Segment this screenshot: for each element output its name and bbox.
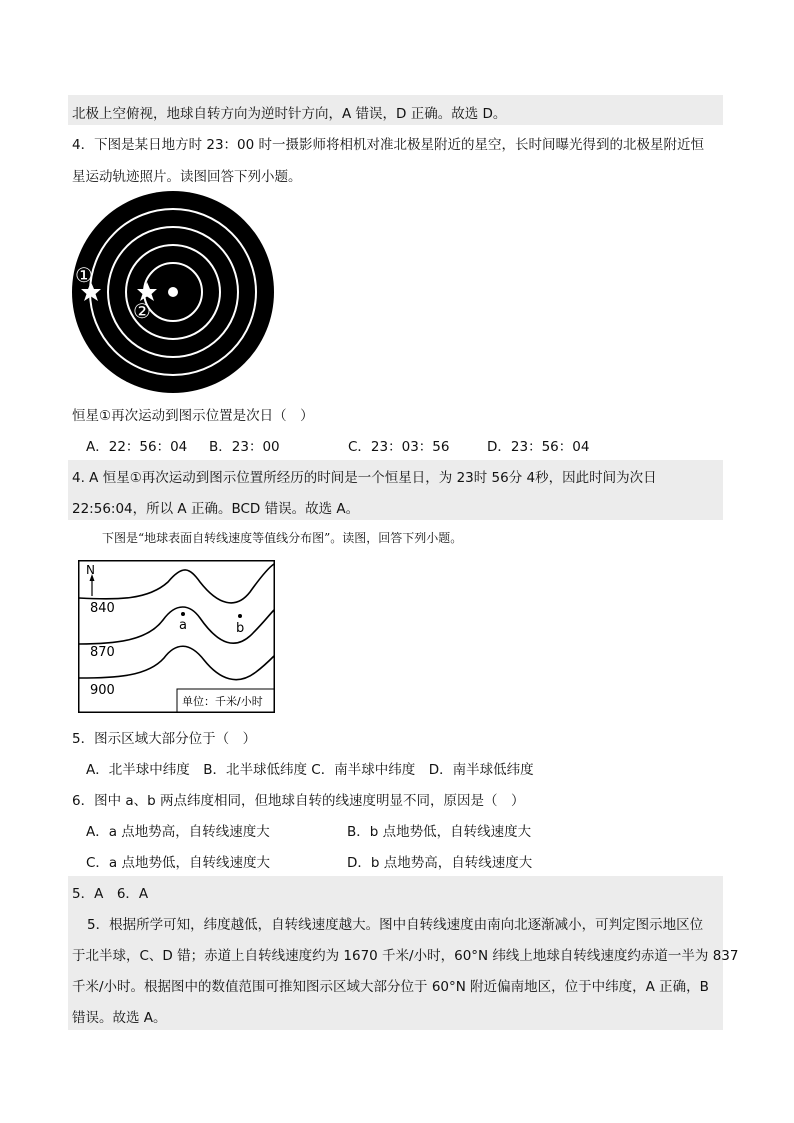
point-b-label: b <box>236 621 245 636</box>
point-b <box>238 614 242 618</box>
answer56-line0: 5．A 6．A <box>72 886 149 902</box>
q6-option-a: A．a 点地势高，自转线速度大 <box>86 824 270 840</box>
q6-option-d: D．b 点地势高，自转线速度大 <box>347 855 533 871</box>
iso-label-900: 900 <box>90 683 115 698</box>
q5-stem: 5．图示区域大部分位于（ ） <box>72 731 257 747</box>
answer-prev-text: 北极上空俯视，地球自转方向为逆时针方向，A 错误，D 正确。故选 D。 <box>72 106 507 122</box>
star-1-label: ① <box>75 263 93 287</box>
point-a-label: a <box>179 618 187 633</box>
q6-option-c: C．a 点地势低，自转线速度大 <box>86 855 270 871</box>
q5-options: A．北半球中纬度 B．北半球低纬度 C．南半球中纬度 D．南半球低纬度 <box>86 762 534 778</box>
q4-question: 恒星①再次运动到图示位置是次日（ ） <box>72 408 314 424</box>
q4-option-c: C．23：03：56 <box>348 439 450 455</box>
polaris-dot <box>168 287 178 297</box>
q4-option-a: A．22：56：04 <box>86 439 188 455</box>
answer4-line2: 22:56:04，所以 A 正确。BCD 错误。故选 A。 <box>72 501 360 517</box>
unit-label: 单位：千米/小时 <box>182 695 263 708</box>
answer56-line3: 千米/小时。根据图中的数值范围可推知图示区域大部分位于 60°N 附近偏南地区，位于中纬度，A 正确，B <box>72 979 709 995</box>
north-label: N <box>86 563 95 577</box>
iso-label-840: 840 <box>90 601 115 616</box>
q6-stem: 6．图中 a、b 两点纬度相同，但地球自转的线速度明显不同，原因是（ ） <box>72 793 525 809</box>
answer56-line4: 错误。故选 A。 <box>72 1010 167 1026</box>
star-2-label: ② <box>133 299 151 323</box>
q56-intro: 下图是“地球表面自转线速度等值线分布图”。读图，回答下列小题。 <box>102 531 463 545</box>
isoline-figure <box>78 560 276 714</box>
q4-option-b: B．23：00 <box>209 439 280 455</box>
point-a <box>181 612 185 616</box>
answer4-line1: 4. A 恒星①再次运动到图示位置所经历的时间是一个恒星日，为 23时 56分 4秒，因此时间为次日 <box>72 470 657 486</box>
q4-stem-line1: 4．下图是某日地方时 23：00 时一摄影师将相机对准北极星附近的星空，长时间曝光得到的北极星附近恒 <box>72 137 705 153</box>
iso-label-870: 870 <box>90 645 115 660</box>
answer56-line1: 5．根据所学可知，纬度越低，自转线速度越大。图中自转线速度由南向北逐渐减小，可判定图示地区位 <box>87 917 704 933</box>
q6-option-b: B．b 点地势低，自转线速度大 <box>347 824 532 840</box>
star-trail-figure <box>70 188 280 398</box>
q4-option-d: D．23：56：04 <box>487 439 590 455</box>
q4-stem-line2: 星运动轨迹照片。读图回答下列小题。 <box>72 169 302 185</box>
answer56-line2: 于北半球，C、D 错；赤道上自转线速度约为 1670 千米/小时，60°N 纬线上地球自转线速度约赤道一半为 837 <box>72 948 739 964</box>
